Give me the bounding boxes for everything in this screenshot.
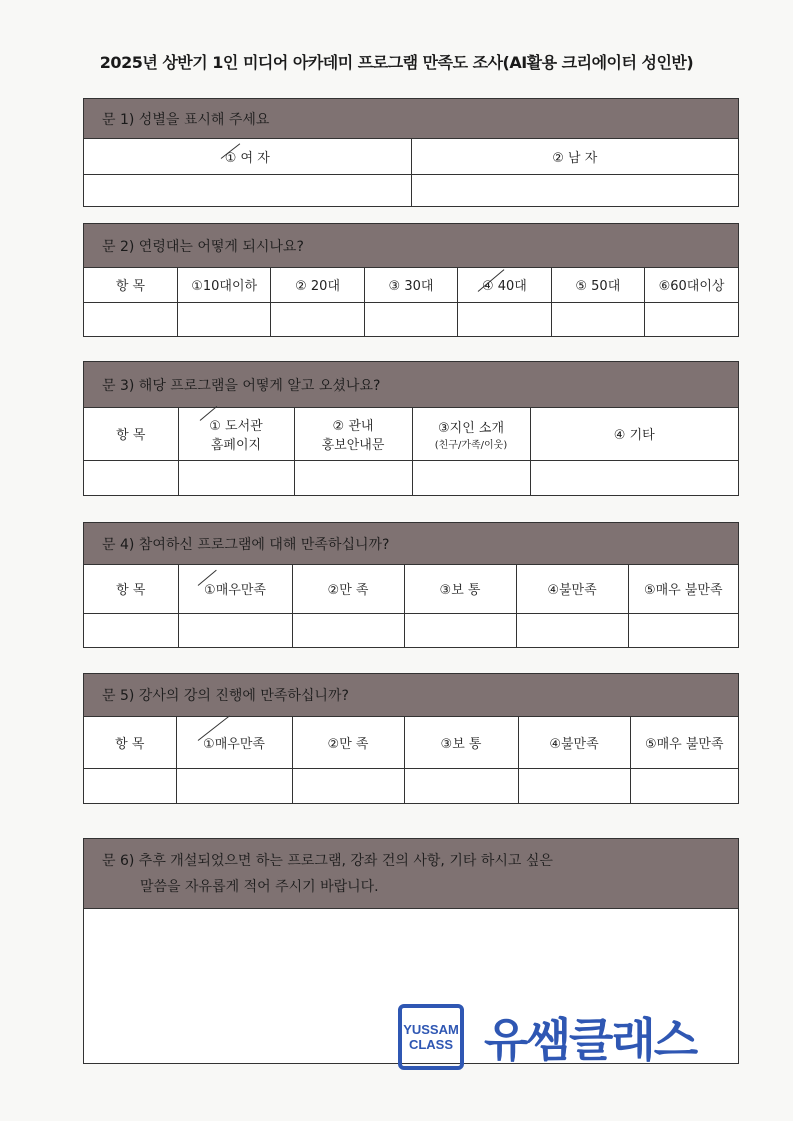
q5-option-very-dissatisfied[interactable]: ⑤매우 불만족: [630, 717, 738, 768]
q3-answer-cell[interactable]: [412, 460, 530, 496]
question-5-text: 문 5) 강사의 강의 진행에 만족하십니까?: [102, 688, 349, 704]
q2-answer-cell[interactable]: [364, 302, 457, 336]
q5-answer-cell[interactable]: [292, 768, 404, 803]
q4-answer-cell[interactable]: [404, 613, 516, 647]
q2-answer-cell[interactable]: [645, 302, 738, 336]
q1-answer-cell-male[interactable]: [411, 174, 738, 206]
q1-answer-cell-female[interactable]: [84, 174, 411, 206]
question-5-table: [84, 717, 738, 803]
question-4-box: [83, 522, 739, 648]
q4-option-neutral[interactable]: ③보 통: [404, 565, 516, 613]
q5-answer-cell[interactable]: [176, 768, 292, 803]
q5-option-satisfied[interactable]: ②만 족: [292, 717, 404, 768]
q5-answer-cell[interactable]: [404, 768, 518, 803]
q2-answer-cell: [84, 302, 177, 336]
q3-option1-line2: 홈페이지: [210, 437, 262, 453]
q2-answer-cell[interactable]: [271, 302, 364, 336]
q3-item-label: 항 목: [84, 408, 178, 460]
q4-answer-cell[interactable]: [628, 613, 738, 647]
question-1-box: [83, 98, 739, 207]
question-1-text: 문 1) 성별을 표시해 주세요: [102, 111, 270, 128]
q3-answer-cell[interactable]: [530, 460, 738, 496]
question-5-box: [83, 673, 739, 804]
logo-badge-line2: CLASS: [408, 1037, 454, 1052]
question-6-header: [84, 839, 738, 909]
logo-wordmark: 유쌤클래스: [484, 1013, 697, 1067]
question-3-text: 문 3) 해당 프로그램을 어떻게 알고 오셨나요?: [102, 377, 381, 394]
question-2-text: 문 2) 연령대는 어떻게 되시나요?: [102, 238, 304, 255]
q4-answer-cell[interactable]: [516, 613, 628, 647]
q4-option-very-dissatisfied[interactable]: ⑤매우 불만족: [628, 565, 738, 613]
q5-answer-cell[interactable]: [518, 768, 630, 803]
q3-answer-cell[interactable]: [294, 460, 412, 496]
q5-answer-cell[interactable]: [630, 768, 738, 803]
question-6-text-line2: 말씀을 자유롭게 적어 주시기 바랍니다.: [140, 878, 379, 895]
q2-item-label: 항 목: [84, 268, 177, 302]
q3-option2-line1: ② 관내: [332, 418, 374, 434]
q1-option-female[interactable]: ① 여 자: [84, 139, 411, 174]
logo-badge-line1: YUSSAM: [403, 1022, 459, 1037]
question-2-table: [84, 268, 738, 336]
q4-answer-cell[interactable]: [292, 613, 404, 647]
q2-answer-cell[interactable]: [551, 302, 644, 336]
q2-option-40s[interactable]: ④ 40대: [458, 268, 551, 302]
q4-option-very-satisfied[interactable]: ①매우만족: [178, 565, 292, 613]
q3-option1-line1: ① 도서관: [209, 418, 263, 434]
question-4-header: [84, 523, 738, 565]
question-1-header: [84, 99, 738, 139]
q1-option-male[interactable]: ② 남 자: [411, 139, 738, 174]
question-3-table: [84, 408, 738, 496]
q2-option-20s[interactable]: ② 20대: [271, 268, 364, 302]
question-1-table: [84, 139, 738, 206]
question-2-header: [84, 224, 738, 268]
q4-option-satisfied[interactable]: ②만 족: [292, 565, 404, 613]
q3-option-local-notice[interactable]: [294, 408, 412, 460]
q2-option-50s[interactable]: ⑤ 50대: [551, 268, 644, 302]
q3-option-other[interactable]: ④ 기타: [530, 408, 738, 460]
q2-option-30s[interactable]: ③ 30대: [364, 268, 457, 302]
q2-answer-cell[interactable]: [177, 302, 270, 336]
question-5-header: [84, 674, 738, 717]
q5-option-very-satisfied[interactable]: ①매우만족: [176, 717, 292, 768]
question-4-text: 문 4) 참여하신 프로그램에 대해 만족하십니까?: [102, 536, 390, 553]
q3-option3-line1: ③지인 소개: [437, 420, 505, 436]
q5-answer-cell: [84, 768, 176, 803]
question-4-table: [84, 565, 738, 647]
survey-title: 2025년 상반기 1인 미디어 아카데미 프로그램 만족도 조사(AI활용 크리에이터 성인반): [99, 53, 694, 72]
q4-answer-cell[interactable]: [178, 613, 292, 647]
q3-option-referral[interactable]: [412, 408, 530, 460]
question-2-box: [83, 223, 739, 337]
yussam-class-logo: [398, 1004, 696, 1070]
q4-option-dissatisfied[interactable]: ④불만족: [516, 565, 628, 613]
q5-option-dissatisfied[interactable]: ④불만족: [518, 717, 630, 768]
question-6-text-line1: 문 6) 추후 개설되었으면 하는 프로그램, 강좌 건의 사항, 기타 하시고 싶은: [102, 852, 553, 869]
question-3-box: [83, 361, 739, 496]
q2-answer-cell[interactable]: [458, 302, 551, 336]
q3-option-library-homepage[interactable]: [178, 408, 294, 460]
q3-option2-line2: 홍보안내문: [321, 437, 385, 453]
q2-option-60s[interactable]: ⑥60대이상: [645, 268, 738, 302]
q2-option-teens[interactable]: ①10대이하: [177, 268, 270, 302]
q4-answer-cell: [84, 613, 178, 647]
q5-item-label: 항 목: [84, 717, 176, 768]
q3-answer-cell[interactable]: [178, 460, 294, 496]
q4-item-label: 항 목: [84, 565, 178, 613]
q3-option3-line2: (친구/가족/이웃): [434, 439, 508, 451]
logo-badge: [398, 1004, 464, 1070]
q3-answer-cell: [84, 460, 178, 496]
q5-option-neutral[interactable]: ③보 통: [404, 717, 518, 768]
question-3-header: [84, 362, 738, 408]
